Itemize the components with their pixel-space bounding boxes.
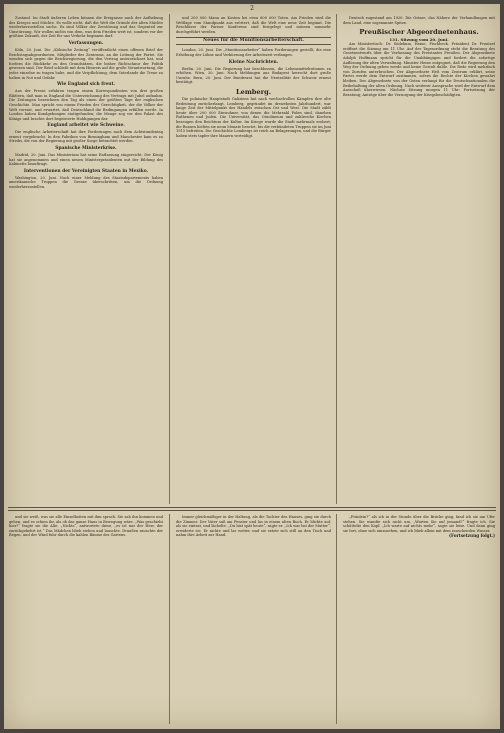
article-text: Berlin, 20. Juni. Die Regierung hat beschlossen, die Lebensmittelrationen zu erhöhen. Wien, 20. Juni. Nach Meldungen aus Budapest herrscht dort große Unruhe. Bern, 20. Juni. Der Bundesrat hat die Neutralität der Schweiz erneut bestätigt. — [176, 66, 331, 85]
column-left — [9, 16, 163, 501]
article-heading: Interventionen der Vereinigten Staaten in Mexiko. — [23, 168, 149, 174]
article-heading: Kleine Nachrichten. — [228, 59, 279, 65]
article-text: London, 20. Juni. Die „Munitionsarbeiter“ haben Forderungen gestellt, die eine Erhöhung der Löhne und Verkürzung der Arbeitszeit verlangen. — [176, 48, 331, 57]
section-title: Preußischer Abgeordnetenhaus. — [359, 28, 479, 37]
article-text: Deutsch zugestand am 1920. Die Ostsee, das Nähere der Verhandlungen mit dem Land, eine sogenannte Spitze. — [343, 16, 495, 25]
feature-title: Lemberg. — [236, 87, 271, 96]
article-text: Köln, 20. Juni. Die „Kölnische Zeitung“ veröffentlicht einen offenen Brief der Reichstagsabgeordneten, Mitglieder des Zentrums, an die Leitung der Partei. Sie wenden sich gegen die Reichsregierung, die den Vertrag unterzeichnet hat, und fordern die Rückkehr zu den Grundsätzen, die bisher Richtschnur der Politik gewesen sind. Der Brief schließt mit dem Hinweis auf die große Verantwortung, die jeder einzelne zu tragen habe, und die Verpflichtung, dem Vaterlande die Treue zu halten in Not und Gefahr. — [9, 47, 163, 80]
article-heading: Verfassungen. — [68, 40, 104, 46]
section-subtitle: 131. Sitzung vom 20. Juni. — [389, 37, 449, 43]
article-heading: England arbeitet wie Schweine. — [47, 123, 125, 129]
feuilleton-divider — [8, 510, 496, 511]
article-text: Aus der Presse erfahren tragen einem Korrespondenten von drei großen Blättern, daß man in England die Unterzeichnung des Vertrags mit Jubel aufnahm. Die Zeitungen bezeichnen den Tag als einen der größten Tage der englischen Geschichte. Man spricht von einem Frieden der Gerechtigkeit, der die Völker der Welt vereint, und erwartet, daß Deutschland die Bedingungen erfüllen werde. In London haben Kundgebungen stattgefunden; die Menge zog vor den Palast des Königs und brachte dort begeisterte Huldigungen dar. — [9, 89, 163, 121]
article-text: Am Ministertisch: Dr. Südekum, Heine, Fischbeck. Präsident Dr. Frentzel eröffnet die Sitzung um 11 Uhr. Auf der Tagesordnung steht die Beratung des Gesetzentwurfs über die Verfassung des Freistaates Preußen. Der Abgeordnete Adolph Hoffmann spricht für die Unabhängigen und fordert die sofortige Auflösung der alten Verwaltung. Minister Heine entgegnet, daß die Regierung den Weg der Ordnung gehen werde und keine Gewalt dulde. Die Rede wird mehrfach von Zurufen unterbrochen. Der Abgeordnete Heß vom Zentrum erklärt, seine Partei werde dem Entwurf zustimmen, sofern die Rechte der Kirchen gewahrt bleiben. Der Abgeordnete von der Osten verlangt für die Deutschnationalen die Beibehaltung der alten Ordnung. Nach weiterer Aussprache wird der Entwurf dem Ausschuß überwiesen. Nächste Sitzung morgen 11 Uhr: Fortsetzung der Beratung; Anträge über die Versorgung der Kriegsbeschädigten. — [343, 42, 495, 97]
column-divider — [169, 14, 170, 504]
article-heading-boxed: Neues für die Munitionsarbeiterschaft. — [176, 37, 331, 45]
column-divider — [336, 14, 337, 504]
column-divider — [169, 514, 170, 724]
story-text: und sie weiß, was sie alle Einzelheiten mit ihm sprach. Sie sah ihn kommen und gehen, und es schien ihr, als ob das ganze Haus in Bewegung wäre. „Was geschieht hier?“ fragte sie die Alte. „Nichts“, antwortete diese, „es ist nur der Herr, der zurückgekehrt ist.“ Das Mädchen blieb stehen und lauschte. Draußen rauschte der Regen, und der Wind fuhr durch die kahlen Bäume des Gartens. — [9, 515, 163, 538]
page-number: 2 — [250, 5, 254, 12]
feuilleton-column-middle — [176, 515, 331, 720]
article-text: Washington, 20. Juni. Nach einer Meldung des Staatsdepartements haben amerikanische Truppen die Grenze überschritten, um die Ordnung wiederherzustellen. — [9, 175, 163, 190]
column-right — [343, 16, 495, 501]
story-text: „Fräulein?“ als ich in der Stunde über die Brücke ging, fand ich sie am Ufer stehen. Sie wandte sich nicht um. „Warten Sie auf jemand?“ fragte ich. Sie schüttelte den Kopf. „Ich warte auf nichts mehr“, sagte sie leise. Und dann ging sie fort, ohne sich umzusehen, und ich blieb allein mit dem rauschenden Wasser. — [343, 515, 495, 533]
article-text: und 200 000 Mann an Kosten bei etwa 600 000 Toten. Am Frieden wird die Weltlage vom Standpunkt aus erörtert, daß die Welt eine neue Zeit beginnt. Die Beschlüsse der Pariser Konferenz sind festgelegt und müssen nunmehr durchgeführt werden. — [176, 16, 331, 34]
continuation-note: (Fortsetzung folgt.) — [449, 533, 495, 539]
article-text: Die polnische Hauptstadt Galiziens hat nach wechselvollen Kämpfen ihre alte Bedeutung zurückerlangt. Lemberg, gegründet im dreizehnten Jahrhundert, war lange Zeit der Mittelpunkt des Handels zwischen Ost und West. Die Stadt zählt heute über 200 000 Einwohner, von denen die Mehrzahl Polen sind, daneben Ruthenen und Juden. Die Universität, das Ossolineum und zahlreiche Kirchen bezeugen den Reichtum der Kultur. Im Kriege wurde die Stadt mehrmals erobert; die Russen hielten sie neun Monate besetzt, bis die verbündeten Truppen sie im Juni 1915 befreiten. Die Geschichte Lembergs ist reich an Belagerungen, und die Bürger haben stets tapfer ihre Mauern verteidigt. — [176, 96, 331, 138]
feuilleton-column-right — [343, 515, 495, 720]
newspaper-page — [4, 4, 500, 729]
column-divider — [336, 514, 337, 724]
column-middle — [176, 16, 331, 501]
article-text: Madrid, 20. Juni. Das Ministerium hat seine Entlassung eingereicht. Der König hat sie angenommen und einen neuen Ministerpräsidenten mit der Bildung des Kabinetts beauftragt. — [9, 153, 163, 167]
article-heading: Spanische Ministerkrise. — [55, 146, 117, 152]
article-heading: Wie England sich freut. — [56, 82, 116, 88]
feuilleton-column-left — [9, 515, 163, 720]
feuilleton-divider — [8, 507, 496, 508]
story-text: Immer gleichmäßiger in der Haltung, als die Tochter des Hauses, ging sie durch die Zimmer. Der Vater saß am Fenster und las in einem alten Buch. Er blickte auf, als sie eintrat, und lächelte. „Du bist spät heute“, sagte er. „Ich war bei der Mutter“, erwiderte sie. Er nickte und las weiter, und sie setzte sich still an den Tisch und nahm ihre Arbeit zur Hand. — [176, 515, 331, 538]
article-text: Die englische Arbeiterschaft hat ihre Forderungen nach dem Achtstundentag erneut vorgebracht. In den Fabriken von Birmingham und Manchester kam es zu Streiks, die von der Regierung mit großer Sorge betrachtet werden. — [9, 130, 163, 144]
article-text: Zustand. Im Stadt äußeren Leben können die Ereignisse nach der Aufhebung des Krieges und Mächte. Es wolle nicht, daß die Welt die Gründe der alten Mächte wiederherzustellen suche. Es sind Völker der Zerstörung und das Gegenteil zur Umstürzung. Wir wollen nichts von dem, was dem Frieden wert ist, sondern vor der größten Zukunft, der Zeit für uns Verkehr beginnen darf. — [9, 16, 163, 39]
